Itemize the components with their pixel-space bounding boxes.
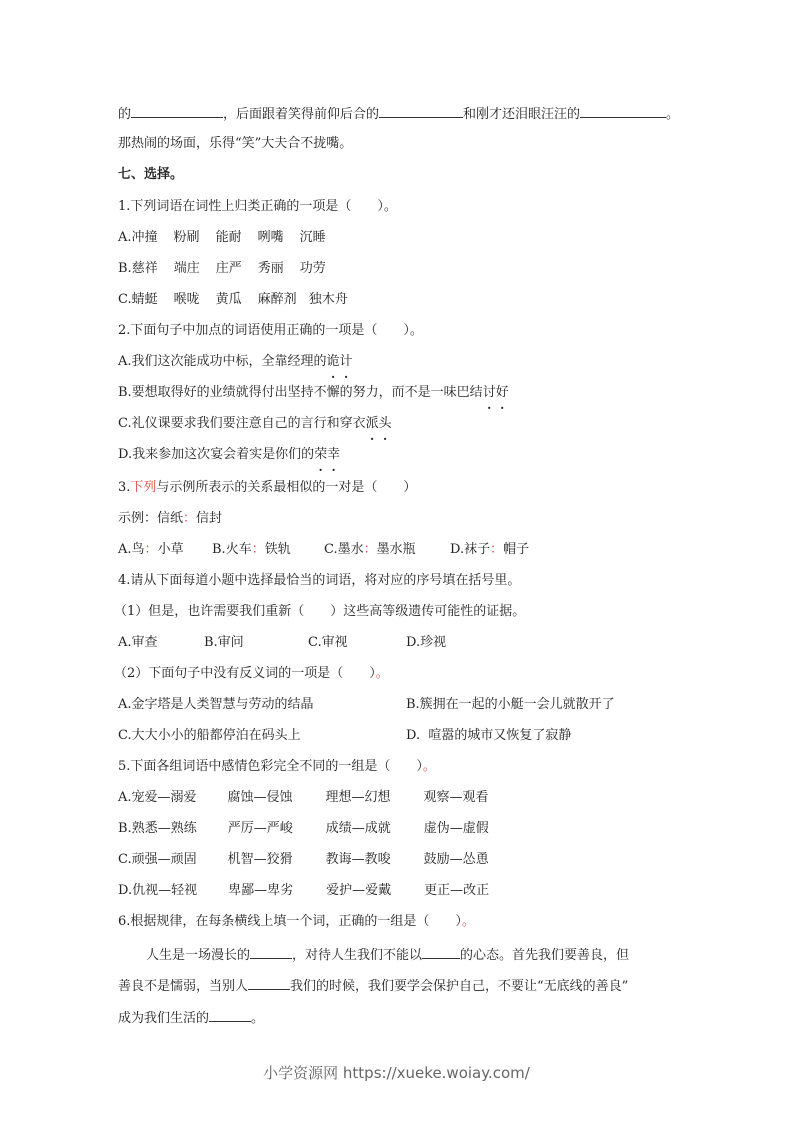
q1-option-a xyxy=(118,228,326,248)
option-label: A. xyxy=(118,542,132,557)
q2-option-b xyxy=(118,383,509,403)
text: （2）下面句子中没有反义词的一项是（ ） xyxy=(114,666,376,681)
dotted-char: 计 xyxy=(339,354,353,369)
word-pair: 更正—改正 xyxy=(424,883,490,898)
q4-sub2-options-row1 xyxy=(118,695,678,715)
option-label: A. xyxy=(118,230,132,245)
dotted-char: 讨 xyxy=(482,385,496,400)
text: 我们的时候，我们要学会保护自己，不要让“无底线的善良” xyxy=(290,979,629,994)
word-pair: 机智—狡猾 xyxy=(227,852,293,867)
text: D.我来参加这次宴会着实是你们的 xyxy=(118,447,315,462)
q6-para-line-1 xyxy=(146,944,629,964)
answer-blank[interactable] xyxy=(422,944,460,959)
word-pair: 熟悉—熟练 xyxy=(131,821,197,836)
option-label: D. xyxy=(118,883,133,898)
option-d: D.珍视 xyxy=(406,635,447,650)
separator: ： xyxy=(144,542,158,557)
answer-blank[interactable] xyxy=(580,103,666,118)
word-pair: 鼓励—怂恿 xyxy=(423,852,489,867)
text: C.礼仪课要求我们要注意自己的言行和穿衣 xyxy=(118,416,366,431)
text: 和刚才还泪眼汪汪的 xyxy=(463,107,581,122)
word-pair: 卑鄙—卑劣 xyxy=(228,883,294,898)
q2-stem: 2.下面句子中加点的词语使用正确的一项是（ ）。 xyxy=(118,323,423,338)
option-label: C. xyxy=(118,292,132,307)
q4-sub1-options xyxy=(118,633,446,653)
option-a: A.金字塔是人类智慧与劳动的结晶 xyxy=(118,697,314,712)
text: 善良不是懦弱，当别人 xyxy=(118,979,249,994)
q5-option-c xyxy=(118,850,489,870)
q5-option-d xyxy=(118,881,489,901)
word: 端庄 xyxy=(173,261,200,276)
example-label: 示例： xyxy=(118,511,158,526)
q3-option-c xyxy=(324,540,450,560)
option-d: D. 喧嚣的城市又恢复了寂静 xyxy=(406,728,572,743)
word-pair: 理想—幻想 xyxy=(325,790,391,805)
text: 。 xyxy=(251,1011,265,1026)
separator: ： xyxy=(183,511,197,526)
word-pair: 腐蚀—侵蚀 xyxy=(227,790,293,805)
option-b: B.簇拥在一起的小艇一会儿就散开了 xyxy=(406,697,615,712)
text: 火车 xyxy=(225,542,252,557)
word-pair: 爱护—爱戴 xyxy=(326,883,392,898)
text: 信纸 xyxy=(157,511,184,526)
q3-option-b xyxy=(212,540,324,560)
word: 沉睡 xyxy=(299,230,326,245)
text: 与示例所表示的关系最相似的一对是（ ） xyxy=(156,480,417,495)
text: 铁轨 xyxy=(264,542,291,557)
word: 蜻蜓 xyxy=(131,292,158,307)
word: 咧嘴 xyxy=(257,230,284,245)
q3-option-a xyxy=(118,540,212,560)
text: ，后面跟着笑得前仰后合的 xyxy=(223,107,380,122)
q3-options xyxy=(118,540,529,560)
text: 人生是一场漫长的 xyxy=(146,948,251,963)
q2-option-a xyxy=(118,352,353,372)
dotted-char: 头 xyxy=(378,416,392,431)
word: 功劳 xyxy=(299,261,326,276)
answer-blank[interactable] xyxy=(248,975,290,990)
text: 袜子 xyxy=(464,542,491,557)
text: 成为我们生活的 xyxy=(118,1011,210,1026)
answer-blank[interactable] xyxy=(209,1007,251,1022)
q2-option-d xyxy=(118,445,340,465)
option-label: D. xyxy=(450,542,465,557)
option-label: B. xyxy=(118,821,132,836)
text: 6.根据规律，在每条横线上填一个词，正确的一组是（ ） xyxy=(118,914,462,929)
word: 独木舟 xyxy=(308,292,348,307)
option-c: C.大大小小的船都停泊在码头上 xyxy=(118,728,301,743)
word: 能耐 xyxy=(215,230,242,245)
q1-option-c xyxy=(118,290,348,310)
q3-example xyxy=(118,509,222,529)
dotted-char: 荣 xyxy=(314,447,328,462)
word-pair: 虚伪—虚假 xyxy=(423,821,489,836)
word: 慈祥 xyxy=(131,261,158,276)
text: 。 xyxy=(666,107,680,122)
q6-stem xyxy=(118,912,475,932)
option-label: B. xyxy=(118,261,132,276)
text: 。 xyxy=(461,914,475,929)
q5-option-b xyxy=(118,819,489,839)
q5-option-a xyxy=(118,788,489,808)
separator: ： xyxy=(363,542,377,557)
word-pair: 成绩—成就 xyxy=(325,821,391,836)
text: 帽子 xyxy=(503,542,530,557)
text: ，对待人生我们不能以 xyxy=(292,948,423,963)
q4-stem: 4.请从下面每道小题中选择最恰当的词语，将对应的序号填在括号里。 xyxy=(118,573,521,588)
separator: ： xyxy=(490,542,504,557)
dotted-char: 幸 xyxy=(327,447,341,462)
continuation-line-2: 那热闹的场面，乐得“笑”大夫合不拢嘴。 xyxy=(118,136,353,151)
text: 小草 xyxy=(157,542,184,557)
q1-stem: 1.下列词语在词性上归类正确的一项是（ ）。 xyxy=(118,199,397,214)
text: 墨水 xyxy=(337,542,364,557)
q6-para-line-2 xyxy=(118,975,628,995)
word: 庄严 xyxy=(215,261,242,276)
option-label: B. xyxy=(212,542,226,557)
word: 麻醉剂 xyxy=(257,292,297,307)
q4-sub1-stem: （1）但是，也许需要我们重新（ ）这些高等级遗传可能性的证据。 xyxy=(114,604,526,619)
word: 粉刷 xyxy=(173,230,200,245)
text: 墨水瓶 xyxy=(376,542,416,557)
separator: ： xyxy=(251,542,265,557)
q5-stem xyxy=(118,757,436,777)
text: 5.下面各组词语中感情色彩完全不同的一组是（ ） xyxy=(118,759,423,774)
text: 的 xyxy=(118,107,132,122)
answer-blank[interactable] xyxy=(379,103,463,118)
word-pair: 顽强—顽固 xyxy=(131,852,197,867)
q3-option-d xyxy=(450,542,529,557)
text: 鸟 xyxy=(131,542,145,557)
text: 信封 xyxy=(196,511,223,526)
q2-option-c xyxy=(118,414,392,434)
option-b: B.审问 xyxy=(204,635,244,650)
dotted-char: 派 xyxy=(365,416,379,431)
text: 的心态。首先我们要善良，但 xyxy=(460,948,630,963)
text: B.要想取得好的业绩就得付出坚持不懈的努力，而不是一味巴结 xyxy=(118,385,483,400)
word-pair: 观察—观看 xyxy=(423,790,489,805)
question-number: 3. xyxy=(118,480,131,495)
text: A.我们这次能成功中标，全靠经理的 xyxy=(118,354,327,369)
q1-option-b xyxy=(118,259,326,279)
word-pair: 教诲—教唆 xyxy=(325,852,391,867)
q6-para-line-3 xyxy=(118,1007,264,1027)
word: 秀丽 xyxy=(257,261,284,276)
footer-watermark: 小学资源网 https://xueke.woiay.com/ xyxy=(263,1064,530,1082)
word-pair: 宠爱—溺爱 xyxy=(131,790,197,805)
option-label: C. xyxy=(324,542,338,557)
section-title: 七、选择。 xyxy=(118,167,184,182)
option-label: C. xyxy=(118,852,132,867)
word: 黄瓜 xyxy=(215,292,242,307)
highlighted-text: 下列 xyxy=(130,480,157,495)
option-c: C.审视 xyxy=(308,635,348,650)
text: 。 xyxy=(422,759,436,774)
dotted-char: 诡 xyxy=(326,354,340,369)
word-pair: 仇视—轻视 xyxy=(132,883,198,898)
q4-sub2-options-row2 xyxy=(118,726,678,746)
option-label: A. xyxy=(118,790,132,805)
word: 喉咙 xyxy=(173,292,200,307)
q4-sub2-stem xyxy=(114,664,389,684)
word: 冲撞 xyxy=(131,230,158,245)
continuation-line-1 xyxy=(118,103,679,123)
option-a: A.审查 xyxy=(118,635,158,650)
q3-stem xyxy=(118,478,416,498)
text: 。 xyxy=(375,666,389,681)
answer-blank[interactable] xyxy=(250,944,292,959)
word-pair: 严厉—严峻 xyxy=(227,821,293,836)
dotted-char: 好 xyxy=(495,385,509,400)
answer-blank[interactable] xyxy=(131,103,223,118)
